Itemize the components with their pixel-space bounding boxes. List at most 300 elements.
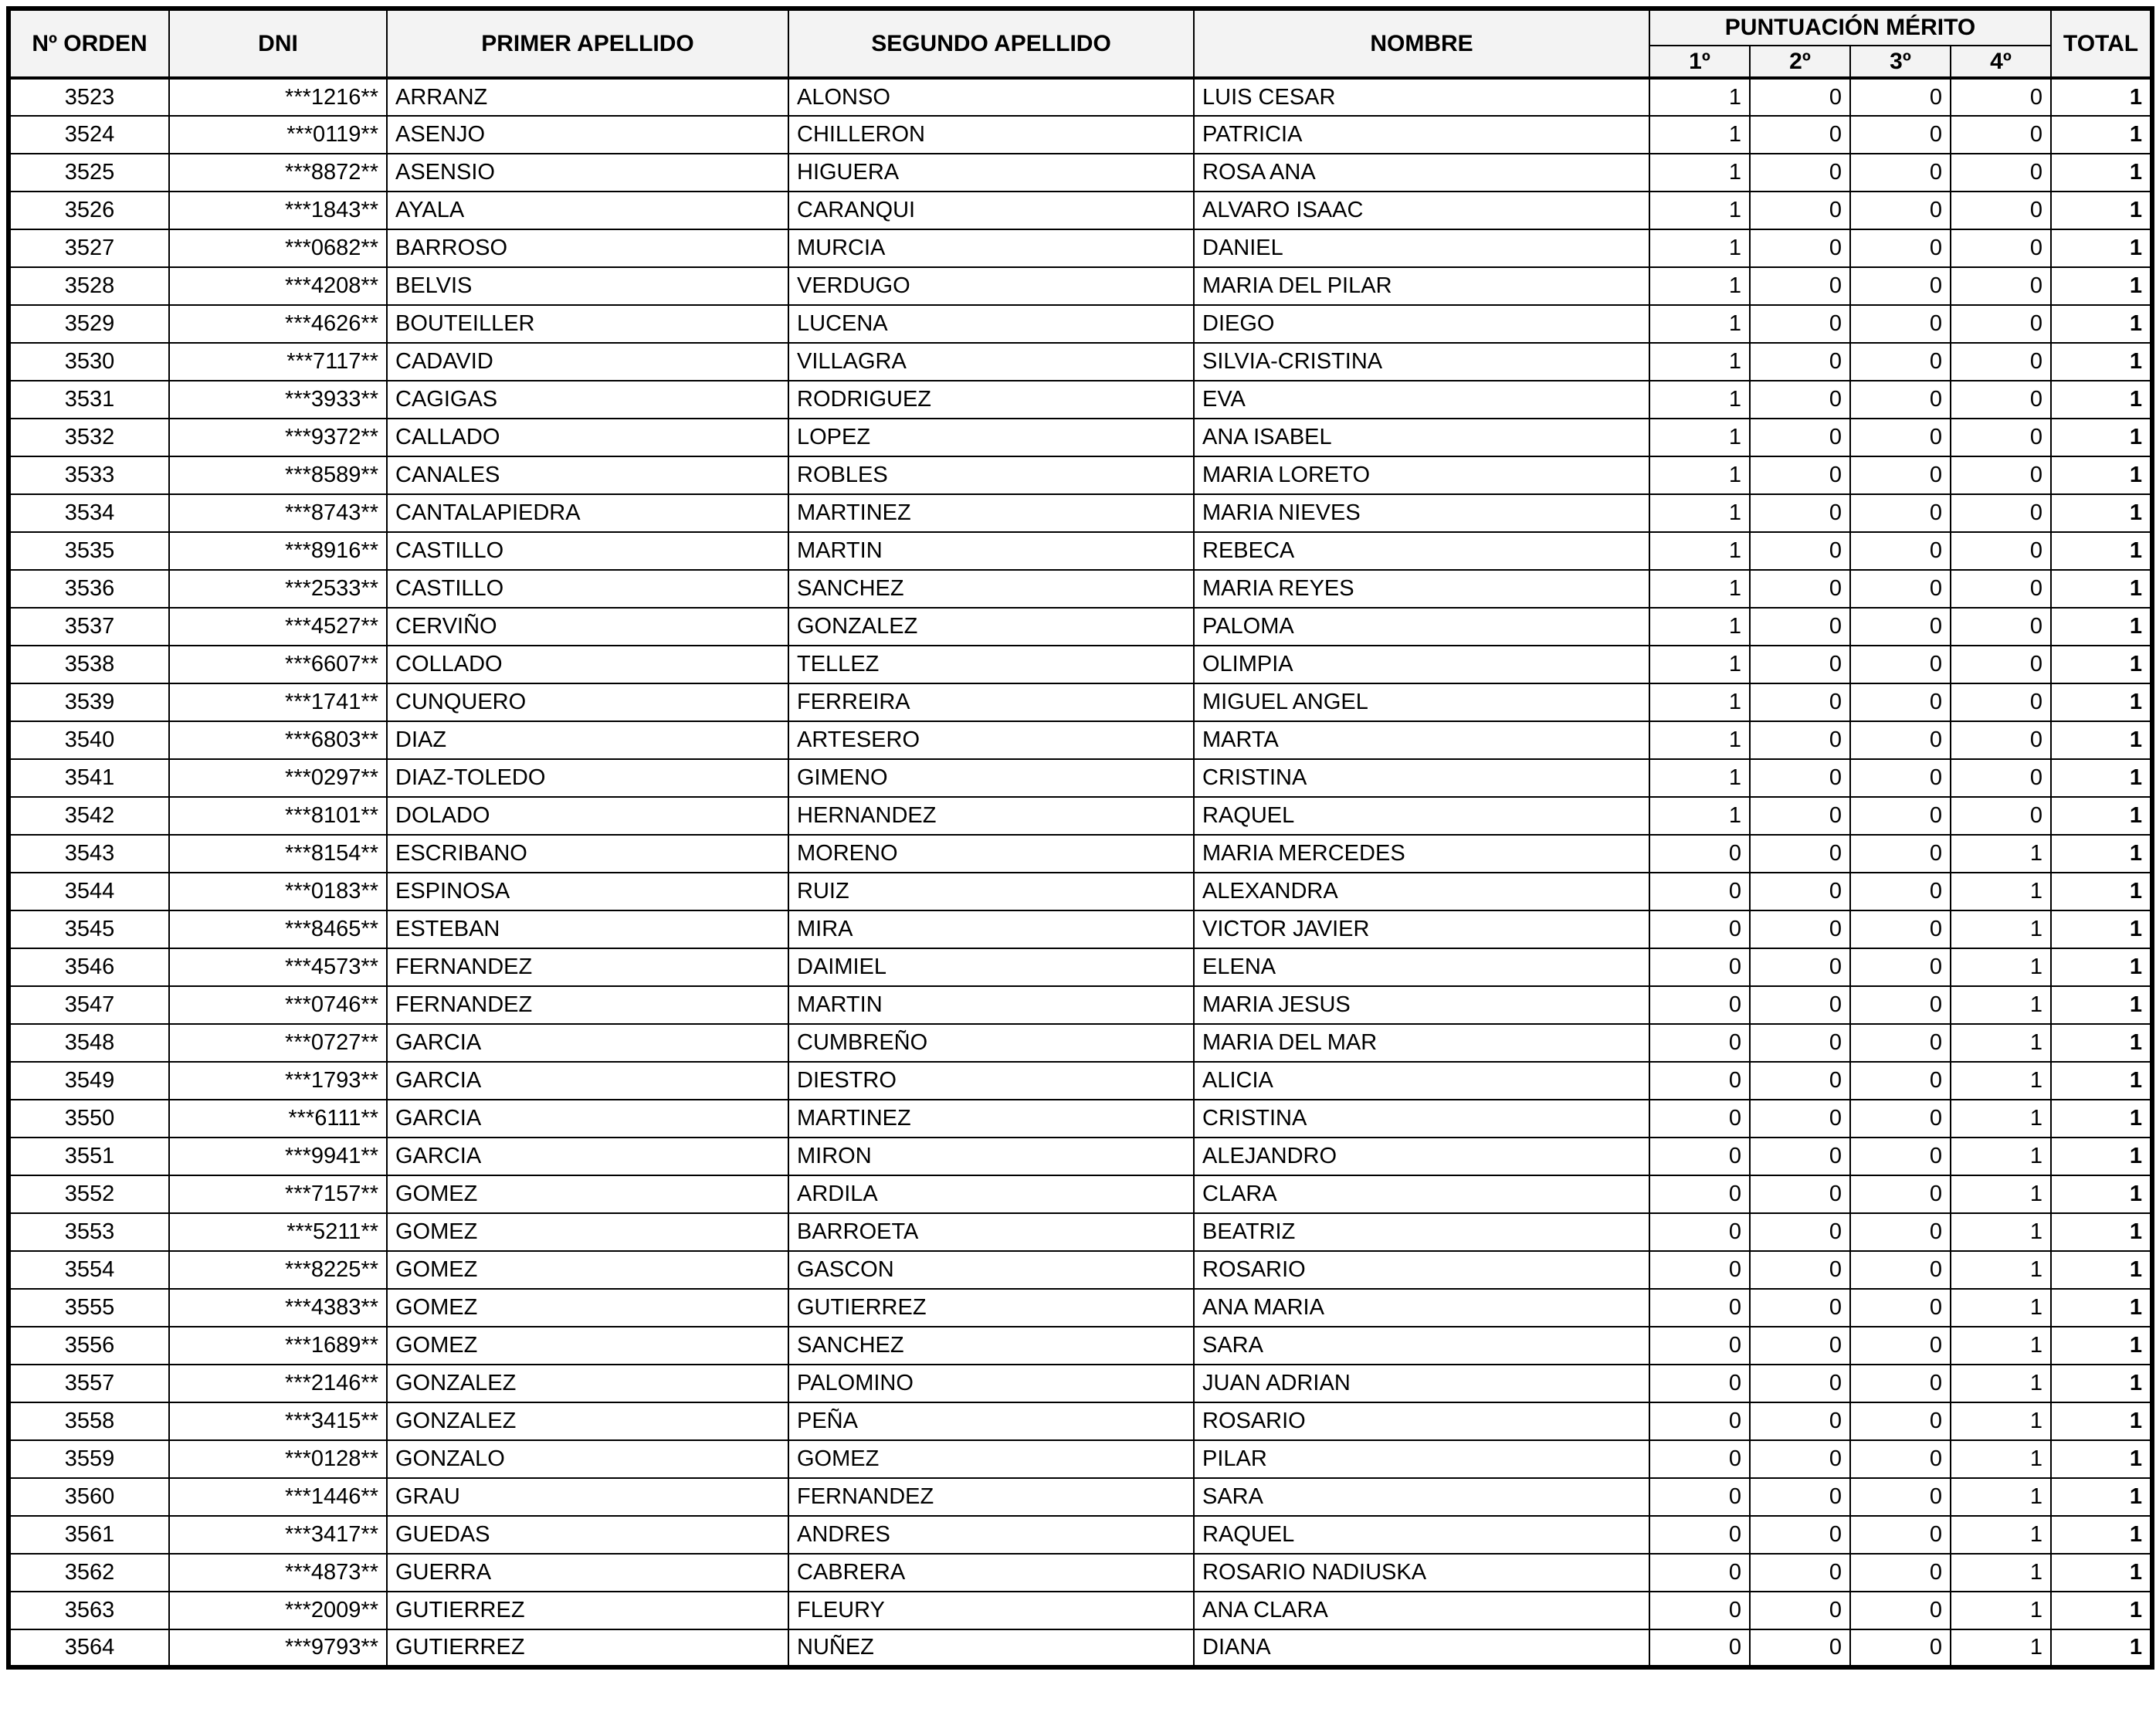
- cell-merito-3: 0: [1850, 494, 1951, 532]
- cell-merito-3: 0: [1850, 1478, 1951, 1516]
- table-row: [8, 1592, 2152, 1629]
- cell-merito-3: 0: [1850, 267, 1951, 305]
- cell-merito-3: 0: [1850, 532, 1951, 570]
- cell-segundo-apellido: ANDRES: [788, 1516, 1194, 1554]
- cell-merito-3: 0: [1850, 986, 1951, 1024]
- cell-segundo-apellido: MARTINEZ: [788, 1100, 1194, 1138]
- cell-nombre: ROSARIO NADIUSKA: [1194, 1554, 1649, 1592]
- cell-nombre: RAQUEL: [1194, 1516, 1649, 1554]
- cell-dni: ***4527**: [169, 608, 387, 646]
- cell-segundo-apellido: VILLAGRA: [788, 343, 1194, 381]
- cell-merito-2: 0: [1750, 835, 1850, 873]
- cell-merito-3: 0: [1850, 116, 1951, 154]
- table-row: [8, 1175, 2152, 1213]
- cell-order: 3523: [8, 78, 169, 116]
- cell-primer-apellido: CASTILLO: [387, 532, 788, 570]
- cell-segundo-apellido: TELLEZ: [788, 646, 1194, 683]
- cell-merito-4: 0: [1951, 267, 2051, 305]
- cell-order: 3536: [8, 570, 169, 608]
- cell-nombre: DANIEL: [1194, 229, 1649, 267]
- cell-total: 1: [2051, 1289, 2152, 1327]
- cell-merito-2: 0: [1750, 910, 1850, 948]
- cell-segundo-apellido: GONZALEZ: [788, 608, 1194, 646]
- cell-segundo-apellido: MORENO: [788, 835, 1194, 873]
- table-row: [8, 1554, 2152, 1592]
- cell-merito-2: 0: [1750, 646, 1850, 683]
- cell-primer-apellido: GUEDAS: [387, 1516, 788, 1554]
- cell-merito-2: 0: [1750, 267, 1850, 305]
- cell-merito-2: 0: [1750, 1289, 1850, 1327]
- table-row: [8, 456, 2152, 494]
- cell-merito-4: 1: [1951, 1478, 2051, 1516]
- cell-segundo-apellido: SANCHEZ: [788, 1327, 1194, 1365]
- cell-merito-1: 1: [1649, 192, 1750, 229]
- cell-merito-1: 0: [1649, 1554, 1750, 1592]
- cell-total: 1: [2051, 154, 2152, 192]
- cell-merito-2: 0: [1750, 797, 1850, 835]
- cell-primer-apellido: ESTEBAN: [387, 910, 788, 948]
- cell-order: 3528: [8, 267, 169, 305]
- cell-merito-2: 0: [1750, 116, 1850, 154]
- cell-nombre: SILVIA-CRISTINA: [1194, 343, 1649, 381]
- cell-order: 3542: [8, 797, 169, 835]
- cell-nombre: MARIA LORETO: [1194, 456, 1649, 494]
- cell-merito-4: 0: [1951, 419, 2051, 456]
- cell-merito-2: 0: [1750, 1024, 1850, 1062]
- cell-dni: ***8589**: [169, 456, 387, 494]
- cell-merito-3: 0: [1850, 683, 1951, 721]
- cell-merito-3: 0: [1850, 1213, 1951, 1251]
- cell-total: 1: [2051, 721, 2152, 759]
- table-row: [8, 343, 2152, 381]
- cell-total: 1: [2051, 78, 2152, 116]
- cell-primer-apellido: COLLADO: [387, 646, 788, 683]
- cell-order: 3527: [8, 229, 169, 267]
- cell-dni: ***8916**: [169, 532, 387, 570]
- cell-primer-apellido: GONZALO: [387, 1440, 788, 1478]
- cell-merito-2: 0: [1750, 683, 1850, 721]
- cell-order: 3554: [8, 1251, 169, 1289]
- cell-primer-apellido: DIAZ: [387, 721, 788, 759]
- cell-primer-apellido: GOMEZ: [387, 1175, 788, 1213]
- cell-merito-2: 0: [1750, 948, 1850, 986]
- cell-merito-3: 0: [1850, 456, 1951, 494]
- cell-merito-3: 0: [1850, 721, 1951, 759]
- cell-merito-3: 0: [1850, 910, 1951, 948]
- cell-merito-3: 0: [1850, 797, 1951, 835]
- cell-nombre: REBECA: [1194, 532, 1649, 570]
- table-row: [8, 1629, 2152, 1667]
- cell-total: 1: [2051, 1213, 2152, 1251]
- cell-nombre: ROSARIO: [1194, 1251, 1649, 1289]
- cell-primer-apellido: GARCIA: [387, 1062, 788, 1100]
- cell-merito-3: 0: [1850, 1516, 1951, 1554]
- cell-merito-4: 0: [1951, 229, 2051, 267]
- cell-dni: ***9372**: [169, 419, 387, 456]
- cell-nombre: ANA CLARA: [1194, 1592, 1649, 1629]
- cell-total: 1: [2051, 192, 2152, 229]
- cell-primer-apellido: GOMEZ: [387, 1289, 788, 1327]
- cell-merito-4: 1: [1951, 986, 2051, 1024]
- header-dni: DNI: [169, 8, 387, 78]
- cell-merito-3: 0: [1850, 1289, 1951, 1327]
- cell-merito-2: 0: [1750, 494, 1850, 532]
- cell-merito-1: 0: [1649, 1024, 1750, 1062]
- cell-merito-3: 0: [1850, 570, 1951, 608]
- cell-segundo-apellido: MARTIN: [788, 986, 1194, 1024]
- cell-merito-3: 0: [1850, 1251, 1951, 1289]
- cell-merito-4: 1: [1951, 1327, 2051, 1365]
- cell-merito-1: 0: [1649, 835, 1750, 873]
- cell-order: 3544: [8, 873, 169, 910]
- cell-segundo-apellido: ARTESERO: [788, 721, 1194, 759]
- cell-total: 1: [2051, 456, 2152, 494]
- cell-nombre: CRISTINA: [1194, 1100, 1649, 1138]
- cell-merito-2: 0: [1750, 1440, 1850, 1478]
- cell-merito-1: 1: [1649, 721, 1750, 759]
- cell-primer-apellido: GUERRA: [387, 1554, 788, 1592]
- cell-total: 1: [2051, 1554, 2152, 1592]
- cell-merito-4: 1: [1951, 1365, 2051, 1402]
- cell-merito-1: 1: [1649, 419, 1750, 456]
- cell-merito-2: 0: [1750, 873, 1850, 910]
- table-row: [8, 1402, 2152, 1440]
- cell-total: 1: [2051, 835, 2152, 873]
- table-row: [8, 1024, 2152, 1062]
- cell-dni: ***3415**: [169, 1402, 387, 1440]
- cell-merito-4: 0: [1951, 78, 2051, 116]
- cell-merito-2: 0: [1750, 1100, 1850, 1138]
- cell-merito-3: 0: [1850, 154, 1951, 192]
- cell-dni: ***8743**: [169, 494, 387, 532]
- cell-nombre: SARA: [1194, 1478, 1649, 1516]
- cell-order: 3540: [8, 721, 169, 759]
- cell-segundo-apellido: BARROETA: [788, 1213, 1194, 1251]
- cell-nombre: RAQUEL: [1194, 797, 1649, 835]
- cell-merito-2: 0: [1750, 154, 1850, 192]
- table-row: [8, 759, 2152, 797]
- cell-dni: ***0746**: [169, 986, 387, 1024]
- cell-merito-4: 1: [1951, 1024, 2051, 1062]
- cell-order: 3524: [8, 116, 169, 154]
- cell-primer-apellido: ARRANZ: [387, 78, 788, 116]
- cell-order: 3555: [8, 1289, 169, 1327]
- cell-merito-1: 1: [1649, 343, 1750, 381]
- cell-total: 1: [2051, 1100, 2152, 1138]
- cell-merito-1: 1: [1649, 608, 1750, 646]
- cell-primer-apellido: GOMEZ: [387, 1251, 788, 1289]
- cell-primer-apellido: BOUTEILLER: [387, 305, 788, 343]
- table-row: [8, 986, 2152, 1024]
- cell-merito-2: 0: [1750, 419, 1850, 456]
- table-row: [8, 570, 2152, 608]
- cell-merito-2: 0: [1750, 759, 1850, 797]
- header-segundo-apellido: SEGUNDO APELLIDO: [788, 8, 1194, 78]
- cell-merito-3: 0: [1850, 305, 1951, 343]
- cell-dni: ***8225**: [169, 1251, 387, 1289]
- cell-segundo-apellido: DAIMIEL: [788, 948, 1194, 986]
- cell-merito-4: 1: [1951, 1213, 2051, 1251]
- cell-segundo-apellido: MARTINEZ: [788, 494, 1194, 532]
- cell-dni: ***7157**: [169, 1175, 387, 1213]
- cell-total: 1: [2051, 759, 2152, 797]
- cell-total: 1: [2051, 948, 2152, 986]
- cell-dni: ***2533**: [169, 570, 387, 608]
- table-row: [8, 608, 2152, 646]
- cell-merito-3: 0: [1850, 1440, 1951, 1478]
- cell-merito-1: 0: [1649, 1478, 1750, 1516]
- cell-nombre: ALICIA: [1194, 1062, 1649, 1100]
- table-row: [8, 116, 2152, 154]
- cell-primer-apellido: DOLADO: [387, 797, 788, 835]
- table-row: [8, 1213, 2152, 1251]
- cell-dni: ***0682**: [169, 229, 387, 267]
- cell-merito-4: 0: [1951, 797, 2051, 835]
- cell-nombre: LUIS CESAR: [1194, 78, 1649, 116]
- cell-dni: ***1741**: [169, 683, 387, 721]
- cell-merito-3: 0: [1850, 1100, 1951, 1138]
- cell-segundo-apellido: PEÑA: [788, 1402, 1194, 1440]
- cell-nombre: ROSARIO: [1194, 1402, 1649, 1440]
- cell-total: 1: [2051, 229, 2152, 267]
- cell-total: 1: [2051, 267, 2152, 305]
- cell-segundo-apellido: GUTIERREZ: [788, 1289, 1194, 1327]
- cell-nombre: ANA MARIA: [1194, 1289, 1649, 1327]
- cell-segundo-apellido: PALOMINO: [788, 1365, 1194, 1402]
- cell-merito-4: 1: [1951, 1138, 2051, 1175]
- table-row: [8, 910, 2152, 948]
- cell-merito-1: 0: [1649, 1365, 1750, 1402]
- cell-dni: ***2146**: [169, 1365, 387, 1402]
- cell-order: 3557: [8, 1365, 169, 1402]
- cell-merito-1: 0: [1649, 1100, 1750, 1138]
- cell-nombre: MARIA MERCEDES: [1194, 835, 1649, 873]
- cell-merito-4: 1: [1951, 1062, 2051, 1100]
- cell-total: 1: [2051, 1592, 2152, 1629]
- cell-merito-4: 1: [1951, 948, 2051, 986]
- cell-order: 3545: [8, 910, 169, 948]
- table-row: [8, 873, 2152, 910]
- table-row: [8, 1138, 2152, 1175]
- table-row: [8, 797, 2152, 835]
- cell-primer-apellido: DIAZ-TOLEDO: [387, 759, 788, 797]
- merit-score-table: [6, 6, 2154, 1670]
- cell-primer-apellido: CANALES: [387, 456, 788, 494]
- cell-merito-2: 0: [1750, 1251, 1850, 1289]
- cell-segundo-apellido: ALONSO: [788, 78, 1194, 116]
- cell-merito-2: 0: [1750, 381, 1850, 419]
- table-row: [8, 1327, 2152, 1365]
- cell-merito-3: 0: [1850, 646, 1951, 683]
- cell-segundo-apellido: FLEURY: [788, 1592, 1194, 1629]
- table-row: [8, 267, 2152, 305]
- cell-total: 1: [2051, 608, 2152, 646]
- cell-segundo-apellido: LOPEZ: [788, 419, 1194, 456]
- cell-dni: ***3417**: [169, 1516, 387, 1554]
- cell-order: 3539: [8, 683, 169, 721]
- cell-order: 3531: [8, 381, 169, 419]
- cell-merito-1: 1: [1649, 646, 1750, 683]
- header-puntuacion-merito: PUNTUACIÓN MÉRITO: [1649, 8, 2051, 46]
- cell-total: 1: [2051, 1478, 2152, 1516]
- cell-order: 3556: [8, 1327, 169, 1365]
- cell-total: 1: [2051, 1024, 2152, 1062]
- cell-total: 1: [2051, 532, 2152, 570]
- cell-total: 1: [2051, 1402, 2152, 1440]
- cell-segundo-apellido: RODRIGUEZ: [788, 381, 1194, 419]
- cell-merito-4: 1: [1951, 1629, 2051, 1667]
- cell-total: 1: [2051, 343, 2152, 381]
- header-row-1: [8, 8, 2152, 46]
- cell-merito-1: 1: [1649, 229, 1750, 267]
- cell-total: 1: [2051, 305, 2152, 343]
- cell-merito-3: 0: [1850, 1175, 1951, 1213]
- cell-merito-3: 0: [1850, 1327, 1951, 1365]
- cell-dni: ***1689**: [169, 1327, 387, 1365]
- cell-merito-4: 1: [1951, 1175, 2051, 1213]
- cell-dni: ***1793**: [169, 1062, 387, 1100]
- cell-nombre: ALEJANDRO: [1194, 1138, 1649, 1175]
- cell-merito-3: 0: [1850, 835, 1951, 873]
- table-row: [8, 835, 2152, 873]
- cell-merito-4: 0: [1951, 608, 2051, 646]
- cell-segundo-apellido: HIGUERA: [788, 154, 1194, 192]
- cell-primer-apellido: BELVIS: [387, 267, 788, 305]
- cell-primer-apellido: GONZALEZ: [387, 1365, 788, 1402]
- cell-primer-apellido: GRAU: [387, 1478, 788, 1516]
- cell-order: 3559: [8, 1440, 169, 1478]
- cell-total: 1: [2051, 1138, 2152, 1175]
- table-row: [8, 419, 2152, 456]
- cell-merito-4: 1: [1951, 873, 2051, 910]
- cell-primer-apellido: GOMEZ: [387, 1213, 788, 1251]
- cell-merito-1: 0: [1649, 1289, 1750, 1327]
- cell-primer-apellido: BARROSO: [387, 229, 788, 267]
- cell-dni: ***8872**: [169, 154, 387, 192]
- cell-merito-4: 0: [1951, 570, 2051, 608]
- cell-primer-apellido: AYALA: [387, 192, 788, 229]
- cell-merito-2: 0: [1750, 305, 1850, 343]
- cell-merito-1: 0: [1649, 1516, 1750, 1554]
- cell-order: 3538: [8, 646, 169, 683]
- cell-primer-apellido: ESCRIBANO: [387, 835, 788, 873]
- header-merito-3: 3º: [1850, 46, 1951, 78]
- cell-total: 1: [2051, 873, 2152, 910]
- cell-merito-1: 0: [1649, 1213, 1750, 1251]
- cell-primer-apellido: FERNANDEZ: [387, 948, 788, 986]
- cell-merito-2: 0: [1750, 1138, 1850, 1175]
- cell-primer-apellido: CADAVID: [387, 343, 788, 381]
- cell-merito-1: 0: [1649, 910, 1750, 948]
- cell-dni: ***8465**: [169, 910, 387, 948]
- cell-order: 3553: [8, 1213, 169, 1251]
- cell-segundo-apellido: HERNANDEZ: [788, 797, 1194, 835]
- cell-primer-apellido: CERVIÑO: [387, 608, 788, 646]
- cell-primer-apellido: CUNQUERO: [387, 683, 788, 721]
- cell-total: 1: [2051, 1251, 2152, 1289]
- cell-segundo-apellido: LUCENA: [788, 305, 1194, 343]
- cell-primer-apellido: ASENSIO: [387, 154, 788, 192]
- cell-order: 3550: [8, 1100, 169, 1138]
- cell-merito-4: 1: [1951, 835, 2051, 873]
- cell-merito-3: 0: [1850, 1629, 1951, 1667]
- cell-merito-1: 1: [1649, 116, 1750, 154]
- cell-total: 1: [2051, 494, 2152, 532]
- cell-dni: ***0297**: [169, 759, 387, 797]
- cell-merito-2: 0: [1750, 456, 1850, 494]
- cell-segundo-apellido: CUMBREÑO: [788, 1024, 1194, 1062]
- cell-dni: ***6607**: [169, 646, 387, 683]
- cell-merito-1: 0: [1649, 1251, 1750, 1289]
- cell-dni: ***0119**: [169, 116, 387, 154]
- table-row: [8, 229, 2152, 267]
- cell-merito-4: 1: [1951, 1592, 2051, 1629]
- table-row: [8, 1365, 2152, 1402]
- cell-nombre: MARIA DEL PILAR: [1194, 267, 1649, 305]
- cell-merito-2: 0: [1750, 1062, 1850, 1100]
- cell-merito-3: 0: [1850, 192, 1951, 229]
- cell-total: 1: [2051, 646, 2152, 683]
- cell-dni: ***1446**: [169, 1478, 387, 1516]
- cell-merito-1: 1: [1649, 456, 1750, 494]
- table-row: [8, 1100, 2152, 1138]
- cell-primer-apellido: GARCIA: [387, 1138, 788, 1175]
- table-row: [8, 78, 2152, 116]
- cell-nombre: MIGUEL ANGEL: [1194, 683, 1649, 721]
- cell-order: 3541: [8, 759, 169, 797]
- cell-merito-1: 1: [1649, 570, 1750, 608]
- cell-nombre: MARIA DEL MAR: [1194, 1024, 1649, 1062]
- cell-order: 3537: [8, 608, 169, 646]
- cell-dni: ***5211**: [169, 1213, 387, 1251]
- cell-nombre: PILAR: [1194, 1440, 1649, 1478]
- cell-merito-2: 0: [1750, 1327, 1850, 1365]
- cell-merito-2: 0: [1750, 608, 1850, 646]
- cell-dni: ***2009**: [169, 1592, 387, 1629]
- table-row: [8, 532, 2152, 570]
- cell-total: 1: [2051, 419, 2152, 456]
- cell-segundo-apellido: CARANQUI: [788, 192, 1194, 229]
- cell-merito-1: 0: [1649, 948, 1750, 986]
- table-row: [8, 1062, 2152, 1100]
- cell-segundo-apellido: ARDILA: [788, 1175, 1194, 1213]
- cell-primer-apellido: GARCIA: [387, 1024, 788, 1062]
- cell-nombre: CLARA: [1194, 1175, 1649, 1213]
- cell-order: 3530: [8, 343, 169, 381]
- cell-merito-4: 0: [1951, 683, 2051, 721]
- cell-merito-1: 0: [1649, 873, 1750, 910]
- cell-merito-1: 1: [1649, 154, 1750, 192]
- cell-segundo-apellido: CABRERA: [788, 1554, 1194, 1592]
- cell-merito-4: 1: [1951, 910, 2051, 948]
- cell-segundo-apellido: GASCON: [788, 1251, 1194, 1289]
- cell-nombre: SARA: [1194, 1327, 1649, 1365]
- cell-order: 3548: [8, 1024, 169, 1062]
- cell-order: 3535: [8, 532, 169, 570]
- cell-merito-4: 1: [1951, 1440, 2051, 1478]
- cell-total: 1: [2051, 381, 2152, 419]
- cell-primer-apellido: ASENJO: [387, 116, 788, 154]
- cell-total: 1: [2051, 1327, 2152, 1365]
- cell-order: 3533: [8, 456, 169, 494]
- cell-order: 3560: [8, 1478, 169, 1516]
- cell-merito-4: 1: [1951, 1251, 2051, 1289]
- table-row: [8, 154, 2152, 192]
- cell-merito-2: 0: [1750, 1516, 1850, 1554]
- cell-merito-1: 1: [1649, 759, 1750, 797]
- cell-nombre: DIEGO: [1194, 305, 1649, 343]
- cell-merito-4: 0: [1951, 646, 2051, 683]
